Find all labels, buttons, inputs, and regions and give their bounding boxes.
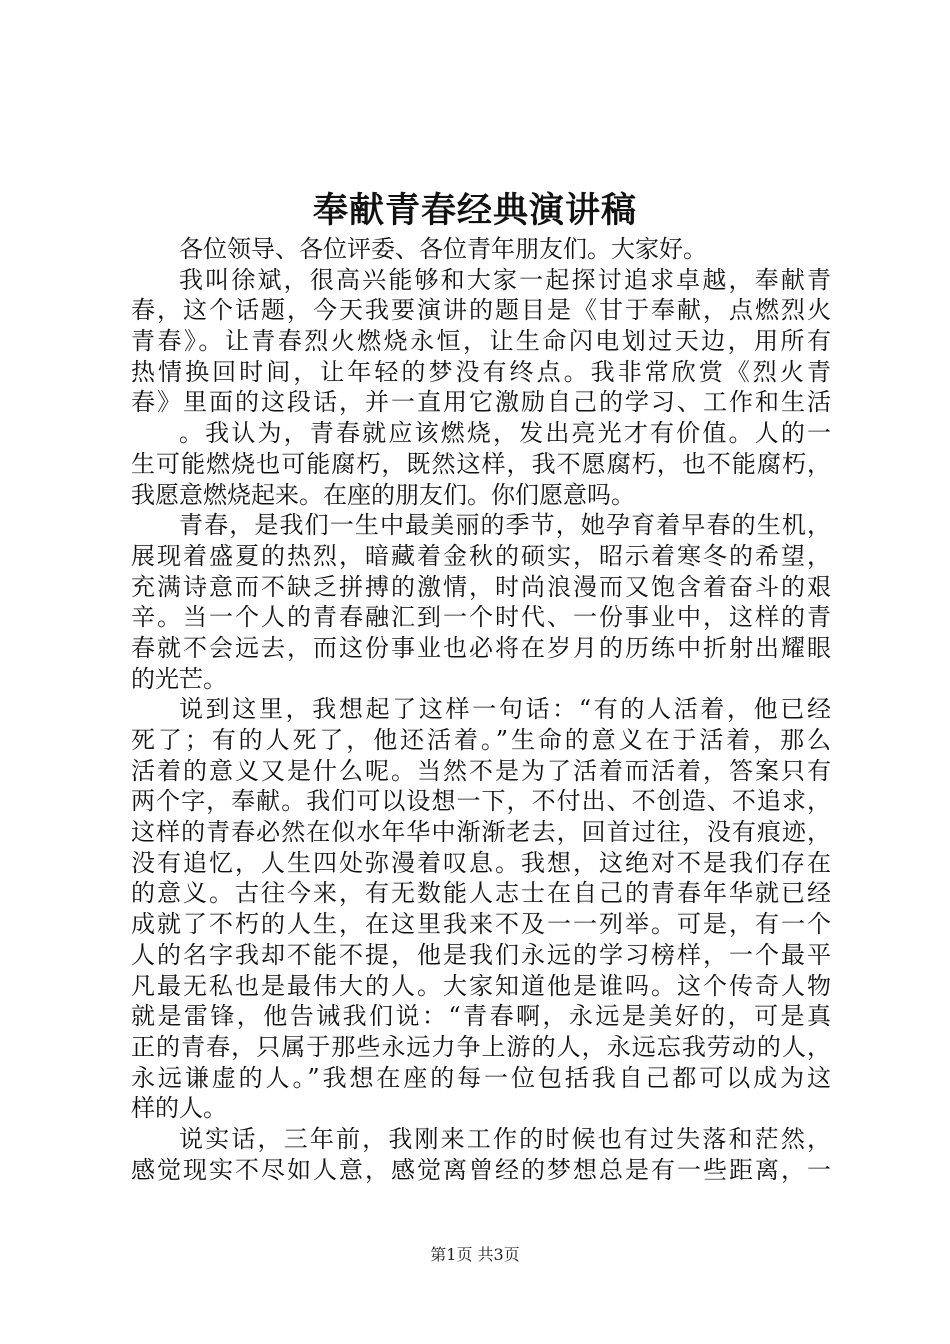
text-line: 这样的青春必然在似水年华中渐渐老去，回首过往，没有痕迹， [131,818,831,847]
text-line: 两个字，奉献。我们可以设想一下，不付出、不创造、不追求， [131,787,831,816]
text-line: 热情换回时间，让年轻的梦没有终点。我非常欣赏《烈火青 [131,357,831,386]
text-line: 凡最无私也是最伟大的人。大家知道他是谁吗。这个传奇人物 [131,971,831,1000]
text-line: 充满诗意而不缺乏拼搏的激情，时尚浪漫而又饱含着奋斗的艰 [131,572,831,601]
text-line: 我叫徐斌，很高兴能够和大家一起探讨追求卓越，奉献青 [179,265,831,294]
text-line: 永远谦虚的人。”我想在座的每一位包括我自己都可以成为这 [131,1063,831,1092]
page-number: 第1页 共3页 [430,1245,520,1264]
text-line: 展现着盛夏的热烈，暗藏着金秋的硕实，昭示着寒冬的希望， [131,541,831,570]
text-line: 生可能燃烧也可能腐朽，既然这样，我不愿腐朽，也不能腐朽， [131,449,831,478]
text-line: 没有追忆，人生四处弥漫着叹息。我想，这绝对不是我们存在 [131,848,831,877]
text-line: 样的人。 [131,1094,227,1123]
text-line: 死了；有的人死了，他还活着。”生命的意义在于活着，那么 [131,726,831,754]
text-line: 人的名字我却不能不提，他是我们永远的学习榜样，一个最平 [131,940,831,969]
text-line: 春》里面的这段话，并一直用它激励自己的学习、工作和生活 [131,388,831,417]
document-body [131,234,831,1185]
text-line: 的光芒。 [131,664,227,693]
text-line: 说实话，三年前，我刚来工作的时候也有过失落和茫然， [179,1124,831,1153]
text-line: 春就不会远去，而这份事业也必将在岁月的历练中折射出耀眼 [131,633,831,662]
text-line: 的意义。古往今来，有无数能人志士在自己的青春年华就已经 [131,879,831,908]
text-line: 各位领导、各位评委、各位青年朋友们。大家好。 [179,235,707,263]
text-line: 春，这个话题，今天我要演讲的题目是《甘于奉献，点燃烈火 [131,296,831,325]
text-line: 。我认为，青春就应该燃烧，发出亮光才有价值。人的一 [179,419,831,448]
text-line: 就是雷锋，他告诫我们说：“青春啊，永远是美好的，可是真 [131,1002,831,1031]
text-line: 青春，是我们一生中最美丽的季节，她孕育着早春的生机， [179,511,831,540]
text-line: 说到这里，我想起了这样一句话：“有的人活着，他已经 [179,695,831,724]
text-line: 我愿意燃烧起来。在座的朋友们。你们愿意吗。 [131,480,635,509]
text-line: 成就了不朽的人生，在这里我来不及一一列举。可是，有一个 [131,910,831,939]
text-line: 辛。当一个人的青春融汇到一个时代、一份事业中，这样的青 [131,603,831,632]
text-line: 感觉现实不尽如人意，感觉离曾经的梦想总是有一些距离，一 [131,1155,831,1184]
text-line: 正的青春，只属于那些永远力争上游的人，永远忘我劳动的人， [131,1032,831,1061]
text-line: 活着的意义又是什么呢。当然不是为了活着而活着，答案只有 [131,756,831,785]
text-line: 青春》。让青春烈火燃烧永恒，让生命闪电划过天边，用所有 [131,327,831,356]
document-title: 奉献青春经典演讲稿 [312,190,637,231]
